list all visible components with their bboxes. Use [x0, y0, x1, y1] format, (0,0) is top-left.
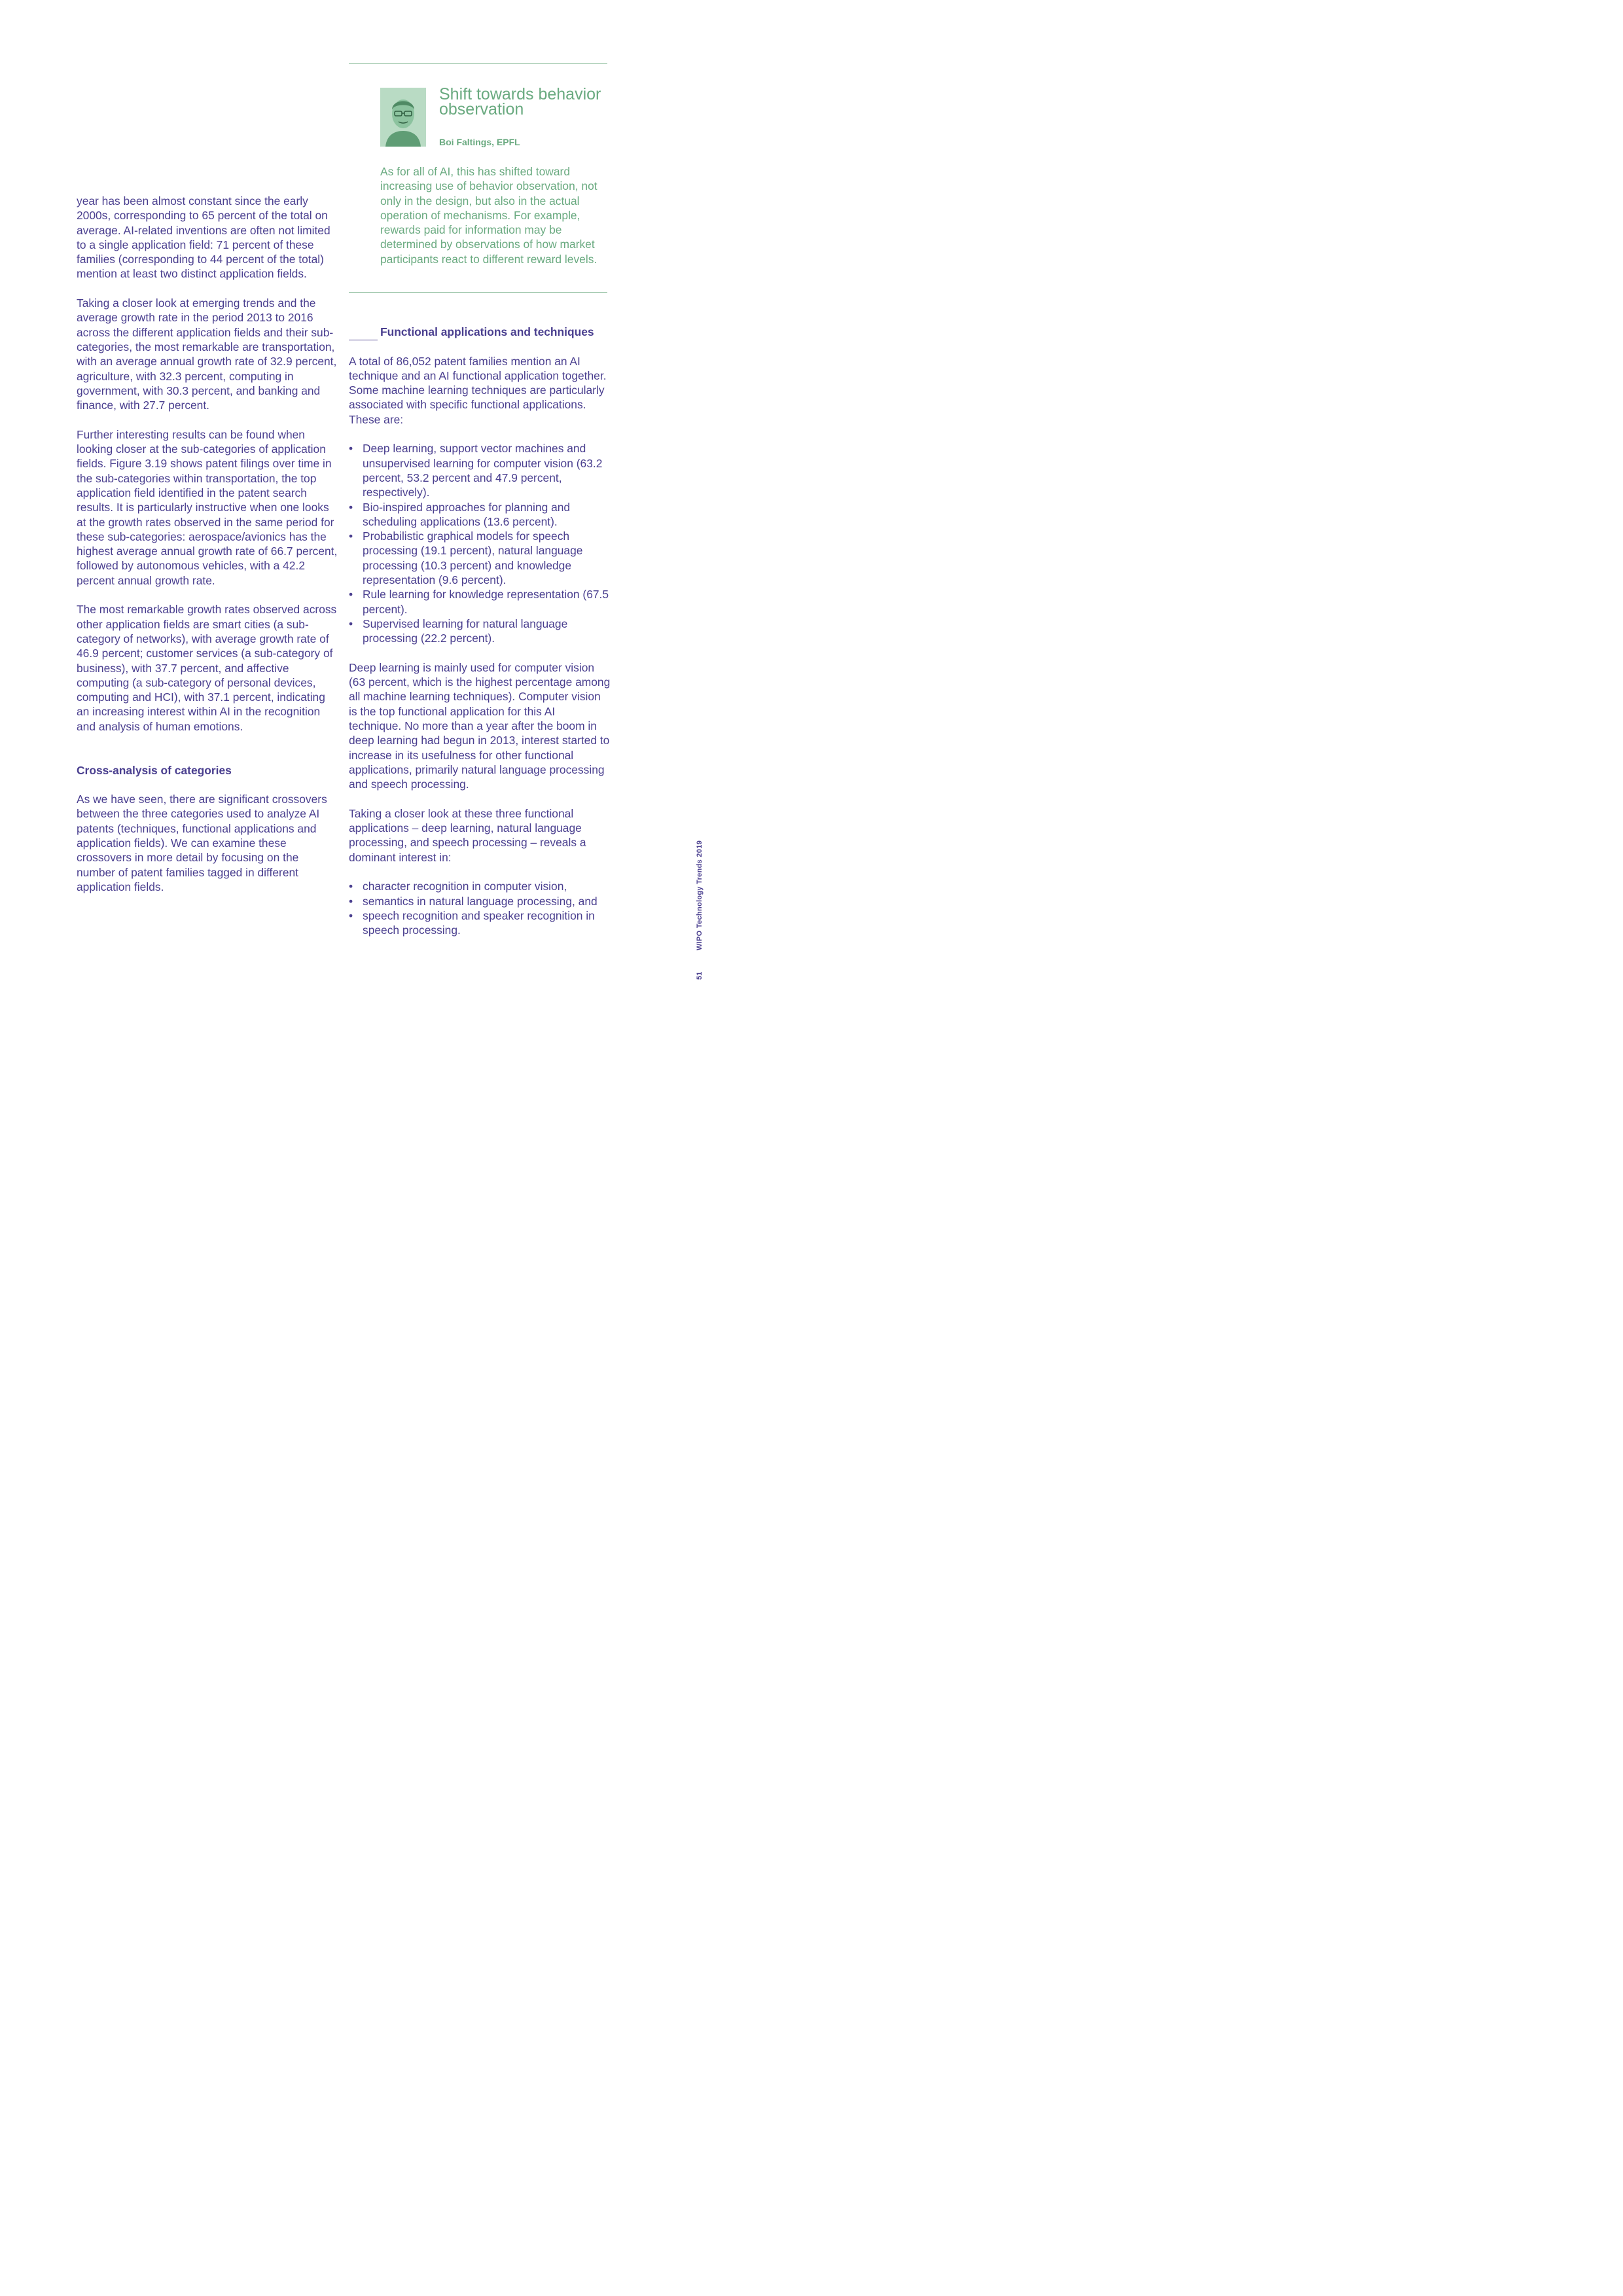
list-item	[349, 587, 611, 617]
page-number: 51	[696, 971, 704, 980]
bullet-icon: •	[349, 617, 353, 630]
right-paragraph-1: A total of 86,052 patent families mention an AI technique and an AI functional application together. Some machine learning techniques are particularly associated with specific functional applications. These are:	[349, 354, 607, 426]
publication-title: WIPO Technology Trends 2019	[696, 840, 704, 950]
list-item	[349, 908, 611, 938]
box-title: Shift towards behavior observation	[439, 85, 601, 118]
left-paragraph-1: year has been almost constant since the early 2000s, corresponding to 65 percent of the total on average. AI-related inventions are often not limited to a single application field: 71 percent of these families (corresponding to 44 percent of the total) mention at least two distinct application fields.	[77, 194, 330, 281]
right-paragraph-3: Taking a closer look at these three functional applications – deep learning, natural language processing, and speech processing – reveals a dominant interest in:	[349, 806, 586, 864]
box-author: Boi Faltings, EPFL	[439, 137, 520, 147]
list-item	[349, 879, 611, 893]
list-item	[349, 617, 611, 646]
list-item-text: Probabilistic graphical models for speech processing (19.1 percent), natural language processing (10.3 percent) and knowledge representation (9.6 percent).	[363, 529, 583, 587]
list-item-text: Rule learning for knowledge representation (67.5 percent).	[363, 588, 609, 616]
list-item-text: Supervised learning for natural language processing (22.2 percent).	[363, 617, 568, 645]
section-heading-cross-analysis: Cross-analysis of categories	[77, 763, 232, 777]
bullet-icon: •	[349, 500, 353, 514]
list-item-text: speech recognition and speaker recognition in speech processing.	[363, 908, 595, 937]
bullet-icon: •	[349, 529, 353, 543]
right-column	[349, 325, 611, 937]
list-item-text: semantics in natural language processing, and	[363, 894, 597, 908]
list-item	[349, 529, 611, 587]
list-item	[349, 441, 611, 499]
bullet-icon: •	[349, 442, 353, 456]
list-item-text: Bio-inspired approaches for planning and scheduling applications (13.6 percent).	[363, 500, 571, 528]
left-column	[77, 194, 338, 894]
list-item	[349, 500, 611, 529]
section-heading-text: Functional applications and techniques	[380, 325, 594, 338]
list-item	[349, 894, 611, 908]
technique-bullet-list	[349, 441, 611, 645]
section-heading-functional-applications	[349, 325, 611, 339]
left-paragraph-5: As we have seen, there are significant crossovers between the three categories used to analyze AI patents (techniques, functional applications and application fields). We can examine these crossovers in more detail by focusing on the number of patent families tagged in different application fields.	[77, 793, 327, 893]
portrait-photo	[380, 88, 426, 147]
left-paragraph-2: Taking a closer look at emerging trends and the average growth rate in the period 2013 to 2016 across the different application fields and their sub-categories, the most remarkable are transportation, with an average annual growth rate of 32.9 percent, agriculture, with 32.3 percent, computing in government, with 30.3 percent, and banking and finance, with 27.7 percent.	[77, 296, 337, 412]
list-item-text: character recognition in computer vision,	[363, 880, 567, 893]
left-paragraph-4: The most remarkable growth rates observed across other application fields are smart cities (a sub-category of networks), with average growth rate of 46.9 percent; customer services (a sub-category of business), with 37.7 percent, and affective computing (a sub-category of personal devices, computing and HCI), with 37.1 percent, indicating an increasing interest within AI in the recognition and analysis of human emotions.	[77, 603, 337, 733]
bullet-icon: •	[349, 908, 353, 922]
left-paragraph-3: Further interesting results can be found when looking closer at the sub-categories of application fields. Figure 3.19 shows patent filings over time in the sub-categories within transportation, the top application field identified in the patent search results. It is particularly instructive when one looks at the growth rates observed in the same period for these sub-categories: aerospace/avionics has the highest average annual growth rate of 66.7 percent, followed by autonomous vehicles, with a 42.2 percent annual growth rate.	[77, 427, 338, 587]
box-bottom-rule	[349, 292, 607, 293]
bullet-icon: •	[349, 880, 353, 893]
box-top-rule	[349, 63, 607, 64]
list-item-text: Deep learning, support vector machines and unsupervised learning for computer vision (63.2 percent, 53.2 percent and 47.9 percent, respectively).	[363, 442, 603, 499]
bullet-icon: •	[349, 588, 353, 601]
box-quote: As for all of AI, this has shifted toward increasing use of behavior observation, not only in the design, but also in the actual operation of mechanisms. For example, rewards paid for information may be determined by observations of how market participants react to different reward levels.	[380, 165, 597, 266]
right-paragraph-2: Deep learning is mainly used for computer vision (63 percent, which is the highest percentage among all machine learning techniques). Computer vision is the top functional application for this AI technique. No more than a year after the boom in deep learning had begun in 2013, interest started to increase in its usefulness for other functional applications, primarily natural language processing and speech processing.	[349, 660, 611, 791]
bullet-icon: •	[349, 894, 353, 908]
interest-bullet-list	[349, 879, 611, 937]
